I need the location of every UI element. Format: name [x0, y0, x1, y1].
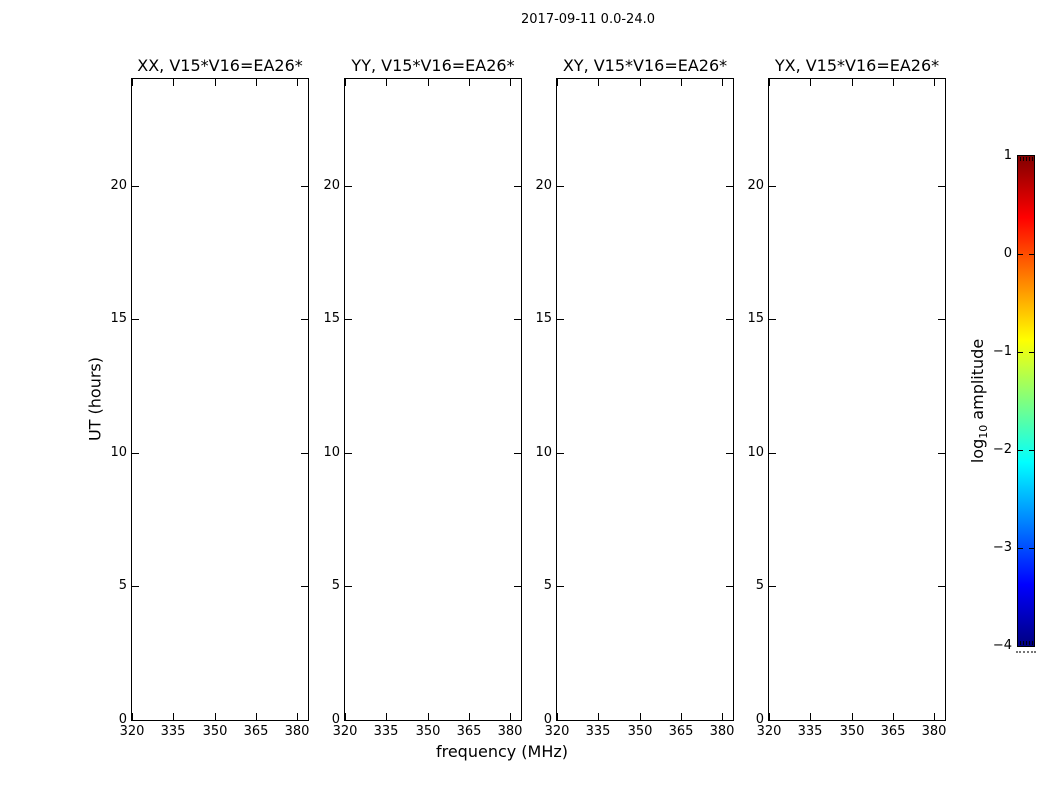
x-tick-mark-top — [893, 79, 894, 86]
y-tick-mark-left — [345, 586, 352, 587]
y-tick-label: 20 — [110, 178, 127, 193]
x-axis-label: frequency (MHz) — [435, 742, 569, 761]
x-tick-label: 380 — [921, 724, 947, 739]
subplot-yx-title: YX, V15*V16=EA26* — [774, 56, 940, 75]
y-tick-mark-left — [769, 453, 776, 454]
x-tick-label: 335 — [797, 724, 823, 739]
x-tick-mark-top — [386, 79, 387, 86]
subplot-xx-title: XX, V15*V16=EA26* — [137, 56, 303, 75]
y-tick-label: 0 — [331, 712, 340, 727]
y-tick-label: 20 — [535, 178, 552, 193]
x-tick-label: 380 — [709, 724, 735, 739]
y-tick-label: 10 — [747, 445, 764, 460]
colorbar-tick-label: 1 — [1003, 148, 1012, 163]
subplot-xx — [110, 56, 310, 739]
x-tick-mark-top — [345, 79, 346, 86]
colorbar-tick-label: −1 — [992, 344, 1012, 359]
y-tick-mark-left — [769, 720, 776, 721]
x-tick-mark-bottom — [386, 713, 387, 720]
colorbar-label-prefix: log — [967, 438, 987, 464]
colorbar-comb-mark-top — [1023, 157, 1024, 161]
colorbar-comb-mark-bottom — [1020, 641, 1021, 645]
colorbar-label-rest: amplitude — [967, 338, 987, 425]
x-tick-label: 350 — [627, 724, 653, 739]
x-tick-mark-bottom — [934, 713, 935, 720]
y-tick-mark-left — [132, 319, 139, 320]
x-tick-label: 335 — [160, 724, 186, 739]
x-tick-mark-top — [722, 79, 723, 86]
subplot-yy-title: YY, V15*V16=EA26* — [351, 56, 515, 75]
x-tick-mark-top — [598, 79, 599, 86]
colorbar-tick-mark-left — [1018, 548, 1023, 549]
subplot-xy-title: XY, V15*V16=EA26* — [562, 56, 728, 75]
y-tick-label: 10 — [535, 445, 552, 460]
colorbar-bottom-dots — [1016, 651, 1036, 653]
y-tick-mark-left — [769, 186, 776, 187]
x-tick-mark-bottom — [256, 713, 257, 720]
y-tick-label: 15 — [747, 311, 764, 326]
colorbar-tick-mark-left — [1018, 450, 1023, 451]
y-tick-mark-left — [132, 720, 139, 721]
colorbar-tick-label: 0 — [1003, 246, 1012, 261]
x-tick-label: 320 — [332, 724, 358, 739]
x-tick-mark-top — [557, 79, 558, 86]
x-tick-mark-top — [810, 79, 811, 86]
x-tick-label: 350 — [839, 724, 865, 739]
x-tick-mark-top — [173, 79, 174, 86]
y-tick-label: 0 — [755, 712, 764, 727]
y-tick-mark-left — [557, 319, 564, 320]
y-tick-label: 15 — [110, 311, 127, 326]
x-tick-mark-bottom — [469, 713, 470, 720]
x-tick-label: 365 — [243, 724, 269, 739]
colorbar-comb-mark-top — [1026, 157, 1027, 161]
y-tick-label: 20 — [323, 178, 340, 193]
x-tick-label: 365 — [456, 724, 482, 739]
x-tick-mark-top — [934, 79, 935, 86]
colorbar-tick-mark-right — [1029, 450, 1034, 451]
colorbar-comb-mark-top — [1032, 157, 1033, 161]
colorbar — [992, 148, 1035, 653]
y-tick-label: 15 — [323, 311, 340, 326]
x-tick-mark-top — [681, 79, 682, 86]
y-tick-mark-left — [345, 720, 352, 721]
y-tick-label: 5 — [118, 578, 127, 593]
y-tick-label: 5 — [331, 578, 340, 593]
y-tick-mark-right — [938, 720, 945, 721]
x-tick-mark-bottom — [173, 713, 174, 720]
y-tick-mark-left — [557, 453, 564, 454]
y-axis-label: UT (hours) — [85, 356, 105, 442]
y-tick-mark-left — [769, 586, 776, 587]
y-tick-mark-left — [345, 319, 352, 320]
x-tick-mark-top — [469, 79, 470, 86]
x-tick-label: 320 — [544, 724, 570, 739]
x-tick-mark-top — [256, 79, 257, 86]
colorbar-label-subscript: 10 — [977, 424, 991, 439]
x-tick-mark-top — [428, 79, 429, 86]
colorbar-comb-mark-bottom — [1026, 641, 1027, 645]
colorbar-tick-label: −4 — [992, 638, 1012, 653]
y-tick-label: 5 — [543, 578, 552, 593]
colorbar-tick-mark-right — [1029, 352, 1034, 353]
colorbar-comb-mark-bottom — [1032, 641, 1033, 645]
x-tick-mark-top — [852, 79, 853, 86]
x-tick-label: 365 — [880, 724, 906, 739]
x-tick-label: 320 — [119, 724, 145, 739]
subplot-yx — [747, 56, 947, 739]
y-tick-label: 20 — [747, 178, 764, 193]
colorbar-comb-mark-bottom — [1029, 641, 1030, 645]
y-tick-label: 0 — [118, 712, 127, 727]
y-tick-mark-left — [557, 186, 564, 187]
y-tick-mark-right — [938, 586, 945, 587]
figure-title: 2017-09-11 0.0-24.0 — [521, 12, 655, 27]
x-tick-mark-bottom — [557, 713, 558, 720]
y-tick-mark-left — [132, 453, 139, 454]
x-tick-mark-bottom — [428, 713, 429, 720]
x-tick-label: 320 — [756, 724, 782, 739]
y-tick-mark-left — [557, 586, 564, 587]
colorbar-comb-mark-top — [1029, 157, 1030, 161]
colorbar-tick-mark-left — [1018, 352, 1023, 353]
x-tick-mark-top — [132, 79, 133, 86]
y-tick-mark-right — [938, 319, 945, 320]
y-tick-label: 0 — [543, 712, 552, 727]
colorbar-comb-mark-bottom — [1023, 641, 1024, 645]
colorbar-tick-label: −2 — [992, 442, 1012, 457]
x-tick-mark-top — [215, 79, 216, 86]
subplot-xy — [535, 56, 735, 739]
x-tick-label: 365 — [668, 724, 694, 739]
y-tick-mark-left — [345, 453, 352, 454]
y-tick-label: 15 — [535, 311, 552, 326]
colorbar-tick-mark-left — [1018, 254, 1023, 255]
x-tick-mark-bottom — [345, 713, 346, 720]
x-tick-mark-top — [769, 79, 770, 86]
x-tick-mark-bottom — [810, 713, 811, 720]
x-tick-mark-bottom — [215, 713, 216, 720]
colorbar-comb-mark-top — [1020, 157, 1021, 161]
x-tick-label: 350 — [415, 724, 441, 739]
colorbar-tick-mark-right — [1029, 548, 1034, 549]
x-tick-mark-bottom — [598, 713, 599, 720]
colorbar-label — [968, 339, 990, 463]
x-tick-label: 380 — [284, 724, 310, 739]
y-tick-label: 5 — [755, 578, 764, 593]
x-tick-mark-bottom — [640, 713, 641, 720]
x-tick-label: 335 — [373, 724, 399, 739]
x-tick-mark-bottom — [132, 713, 133, 720]
y-tick-mark-right — [938, 453, 945, 454]
x-tick-label: 350 — [202, 724, 228, 739]
subplot-yy — [323, 56, 523, 739]
colorbar-tick-label: −3 — [992, 540, 1012, 555]
y-tick-mark-left — [557, 720, 564, 721]
x-tick-mark-bottom — [893, 713, 894, 720]
y-tick-label: 10 — [323, 445, 340, 460]
y-tick-mark-left — [769, 319, 776, 320]
x-tick-mark-top — [510, 79, 511, 86]
x-tick-mark-top — [640, 79, 641, 86]
y-tick-label: 10 — [110, 445, 127, 460]
x-tick-mark-top — [297, 79, 298, 86]
colorbar-tick-mark-right — [1029, 254, 1034, 255]
x-tick-label: 335 — [585, 724, 611, 739]
y-tick-mark-left — [132, 186, 139, 187]
y-tick-mark-right — [938, 186, 945, 187]
y-tick-mark-left — [345, 186, 352, 187]
x-tick-mark-bottom — [769, 713, 770, 720]
x-tick-mark-bottom — [852, 713, 853, 720]
y-tick-mark-left — [132, 586, 139, 587]
x-tick-label: 380 — [497, 724, 523, 739]
x-tick-mark-bottom — [681, 713, 682, 720]
